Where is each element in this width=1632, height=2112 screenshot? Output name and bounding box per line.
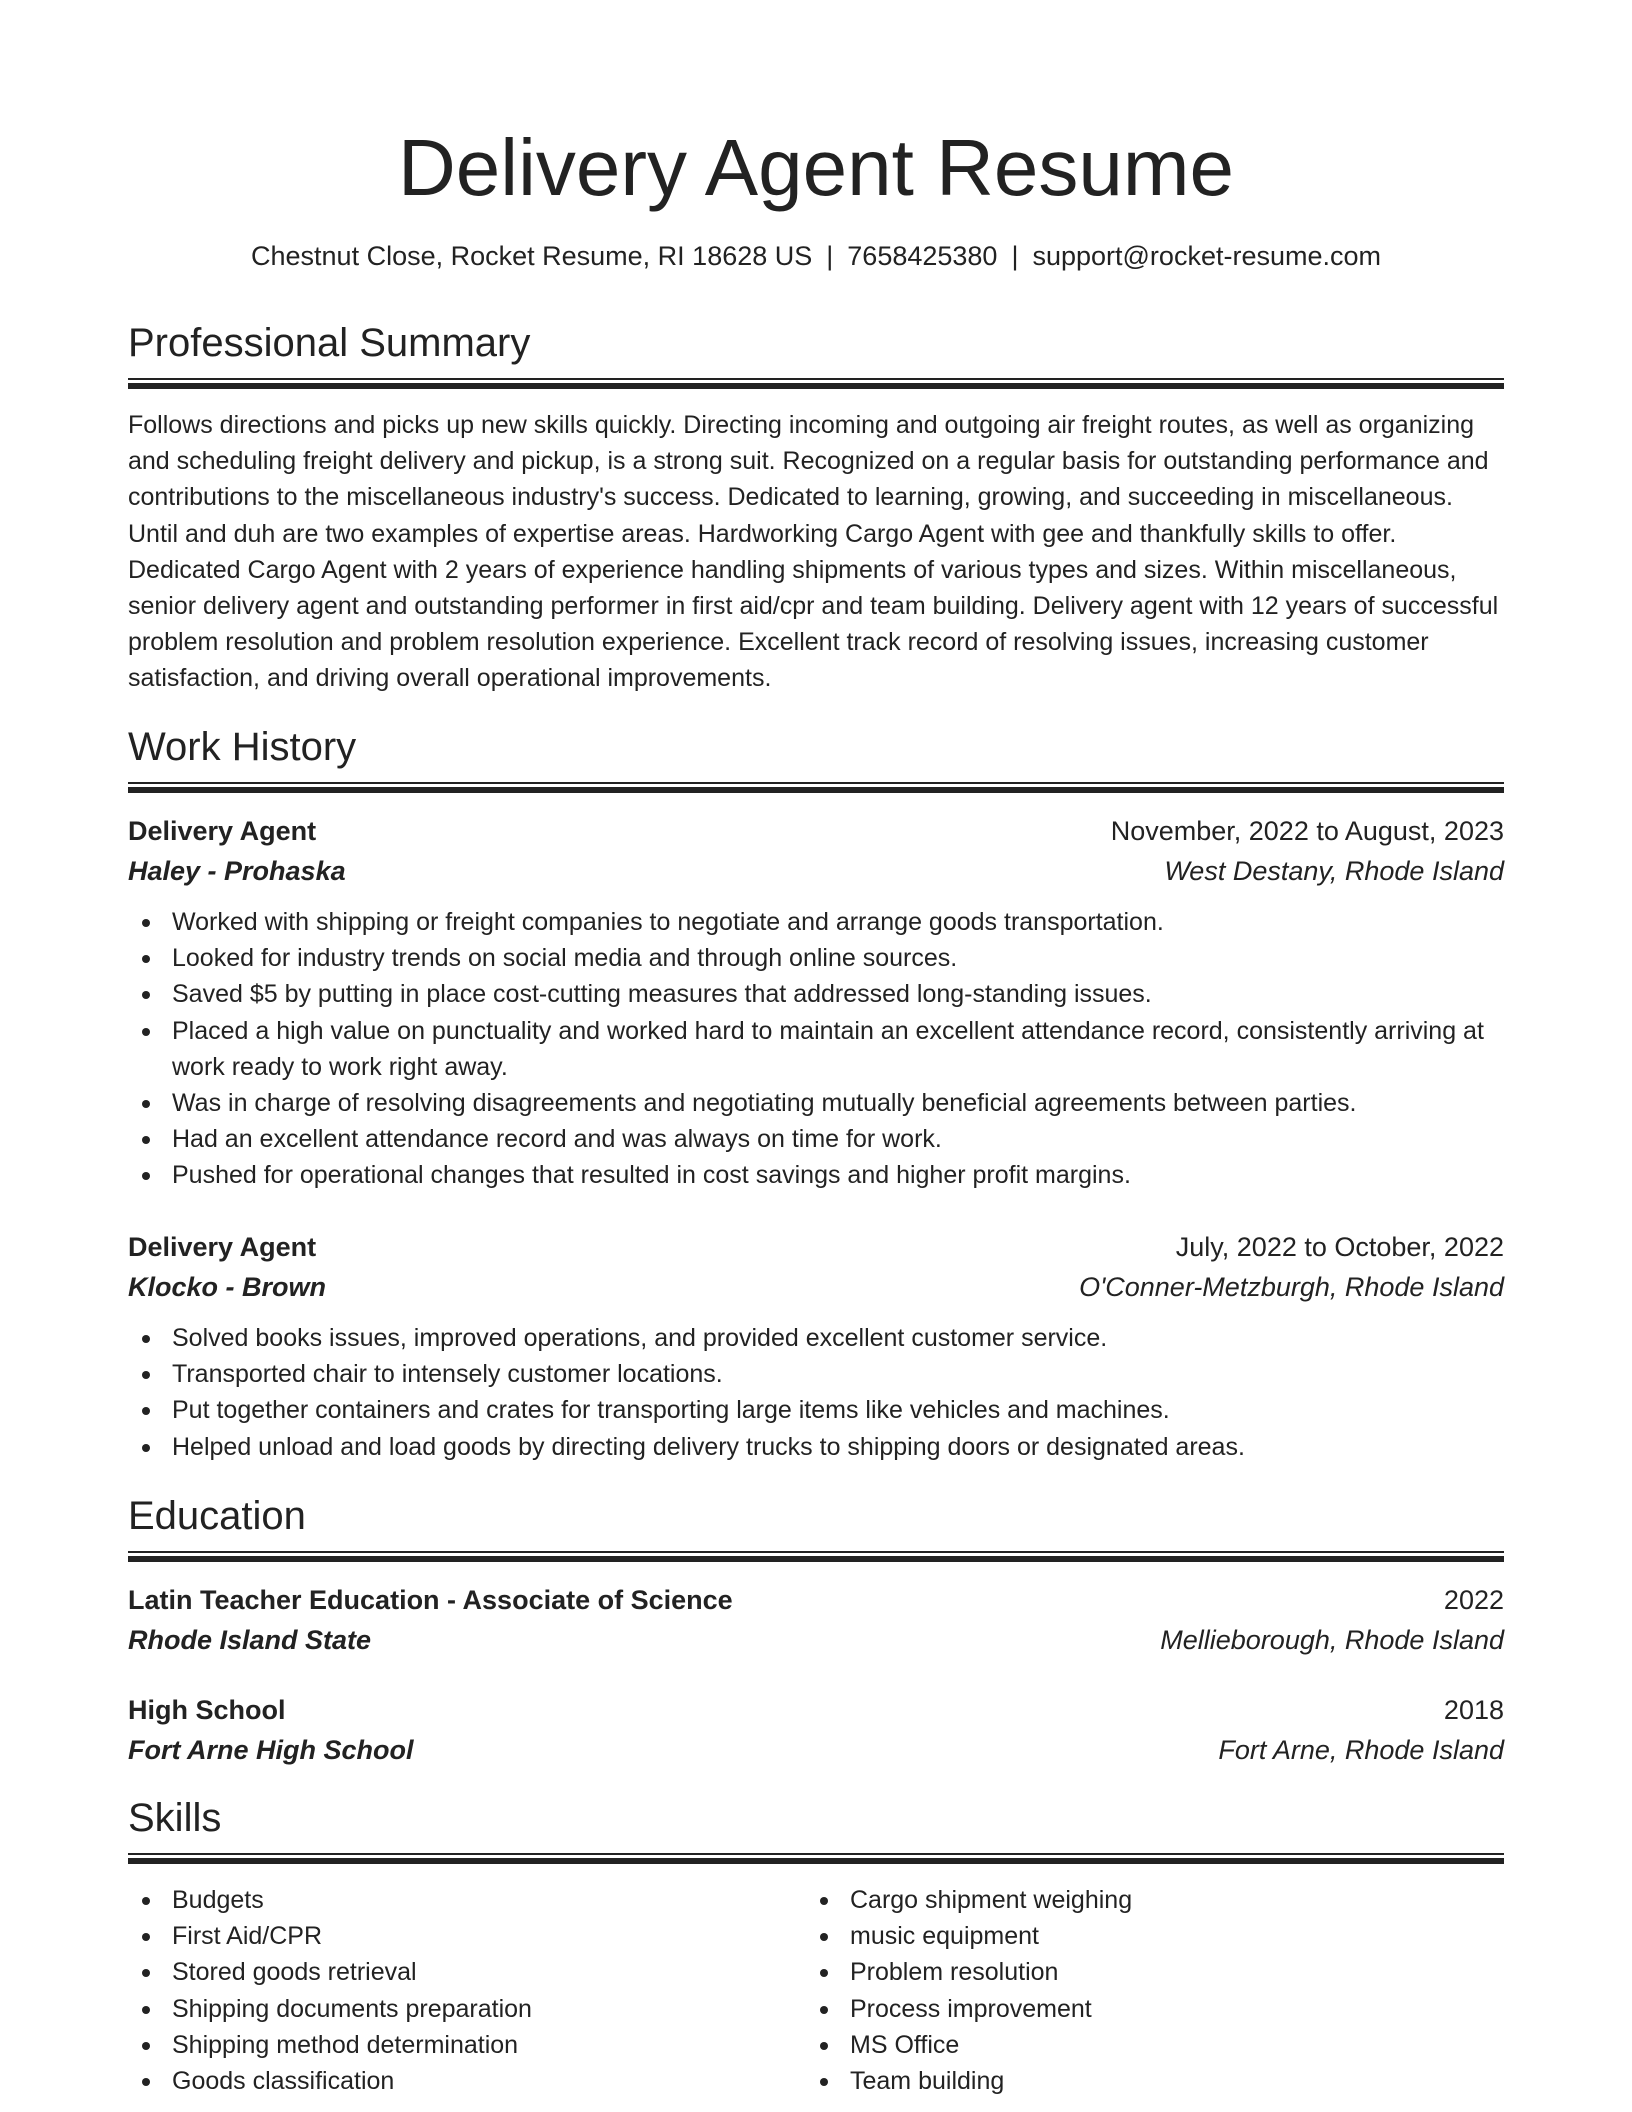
- job-1-subheader: [128, 851, 1504, 891]
- education-2-subheader: [128, 1730, 1504, 1770]
- skills-heading: Skills: [128, 1796, 222, 1840]
- job-1-header: [128, 811, 1504, 851]
- job-2-subheader: [128, 1267, 1504, 1307]
- list-item: Process improvement: [850, 1991, 1446, 2027]
- job-company: Haley - Prohaska: [128, 856, 346, 886]
- list-item: Goods classification: [172, 2063, 768, 2099]
- job-1-bullets: [128, 904, 1504, 1194]
- education-2-header: [128, 1690, 1504, 1730]
- job-location: West Destany, Rhode Island: [1164, 856, 1504, 886]
- education-degree: High School: [128, 1695, 286, 1725]
- section-divider: [128, 378, 1504, 389]
- list-item: MS Office: [850, 2027, 1446, 2063]
- list-item: Had an excellent attendance record and was always on time for work.: [172, 1121, 1504, 1157]
- list-item: First Aid/CPR: [172, 1918, 768, 1954]
- list-item: Cargo shipment weighing: [850, 1882, 1446, 1918]
- list-item: Shipping documents preparation: [172, 1991, 768, 2027]
- skills-list-right: [806, 1882, 1446, 2099]
- education-school: Fort Arne High School: [128, 1735, 414, 1765]
- contact-separator: |: [1011, 241, 1019, 271]
- job-location: O'Conner-Metzburgh, Rhode Island: [1079, 1272, 1504, 1302]
- list-item: Saved $5 by putting in place cost-cutting measures that addressed long-standing issues.: [172, 976, 1504, 1012]
- contact-email[interactable]: support@rocket-resume.com: [1032, 241, 1381, 271]
- job-dates: July, 2022 to October, 2022: [1175, 1232, 1504, 1262]
- list-item: Shipping method determination: [172, 2027, 768, 2063]
- summary-text: Follows directions and picks up new skills quickly. Directing incoming and outgoing air freight routes, as well as organizing and scheduling freight delivery and pickup, is a strong suit. Recognized on a regular basis for outstanding performance and contributions to the miscellaneous industry's success. Dedicated to learning, growing, and succeeding in miscellaneous. Until and duh are two examples of expertise areas. Hardworking Cargo Agent with gee and thankfully skills to offer. Dedicated Cargo Agent with 2 years of experience handling shipments of various types and sizes. Within miscellaneous, senior delivery agent and outstanding performer in first aid/cpr and team building. Delivery agent with 12 years of successful problem resolution and problem resolution experience. Excellent track record of resolving issues, increasing customer satisfaction, and driving overall operational improvements.: [128, 411, 1499, 693]
- contact-line: [128, 238, 1504, 274]
- list-item: Was in charge of resolving disagreements and negotiating mutually beneficial agreements between parties.: [172, 1085, 1504, 1121]
- education-school: Rhode Island State: [128, 1625, 372, 1655]
- summary-heading: Professional Summary: [128, 321, 531, 365]
- section-divider: [128, 1853, 1504, 1864]
- list-item: Worked with shipping or freight companies to negotiate and arrange goods transportation.: [172, 904, 1504, 940]
- education-year: 2022: [1443, 1585, 1504, 1615]
- education-1-header: [128, 1580, 1504, 1620]
- contact-phone: 7658425380: [847, 241, 998, 271]
- section-divider: [128, 782, 1504, 793]
- list-item: Budgets: [172, 1882, 768, 1918]
- contact-separator: |: [826, 241, 834, 271]
- job-dates: November, 2022 to August, 2023: [1110, 816, 1504, 846]
- education-degree: Latin Teacher Education - Associate of Science: [128, 1585, 733, 1615]
- list-item: Placed a high value on punctuality and worked hard to maintain an excellent attendance record, consistently arriving at work ready to work right away.: [172, 1013, 1504, 1085]
- job-title: Delivery Agent: [128, 1232, 317, 1262]
- list-item: Helped unload and load goods by directing delivery trucks to shipping doors or designated areas.: [172, 1429, 1504, 1465]
- education-location: Mellieborough, Rhode Island: [1160, 1625, 1504, 1655]
- education-heading: Education: [128, 1494, 306, 1538]
- education-1-subheader: [128, 1620, 1504, 1660]
- list-item: Transported chair to intensely customer locations.: [172, 1356, 1504, 1392]
- list-item: Looked for industry trends on social media and through online sources.: [172, 940, 1504, 976]
- skills-list-left: [128, 1882, 768, 2099]
- work-history-heading: Work History: [128, 725, 357, 769]
- job-title: Delivery Agent: [128, 816, 317, 846]
- list-item: Team building: [850, 2063, 1446, 2099]
- list-item: Solved books issues, improved operations, and provided excellent customer service.: [172, 1320, 1504, 1356]
- section-divider: [128, 1551, 1504, 1562]
- list-item: Stored goods retrieval: [172, 1954, 768, 1990]
- job-company: Klocko - Brown: [128, 1272, 327, 1302]
- contact-address: Chestnut Close, Rocket Resume, RI 18628 US: [251, 241, 813, 271]
- list-item: Problem resolution: [850, 1954, 1446, 1990]
- list-item: music equipment: [850, 1918, 1446, 1954]
- job-2-bullets: [128, 1320, 1504, 1465]
- job-2-header: [128, 1227, 1504, 1267]
- list-item: Pushed for operational changes that resulted in cost savings and higher profit margins.: [172, 1157, 1504, 1193]
- education-location: Fort Arne, Rhode Island: [1218, 1735, 1504, 1765]
- list-item: Put together containers and crates for transporting large items like vehicles and machines.: [172, 1392, 1504, 1428]
- education-year: 2018: [1443, 1695, 1504, 1725]
- page-title: Delivery Agent Resume: [398, 123, 1234, 212]
